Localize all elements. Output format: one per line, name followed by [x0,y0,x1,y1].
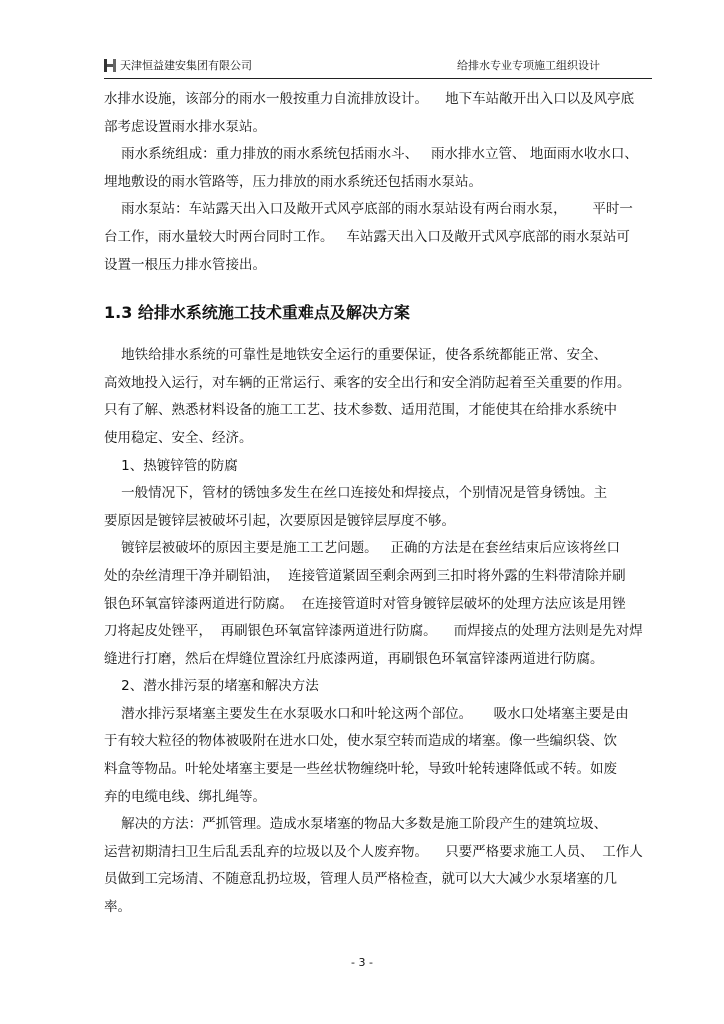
page-number: - 3 - [351,956,373,969]
text-line: 埋地敷设的雨水管路等，压力排放的雨水系统还包括雨水泵站。 [104,173,482,190]
text-line: 使用稳定、安全、经济。 [104,429,253,446]
text-line: 弃的电缆电线、绑扎绳等。 [104,788,266,805]
text-line: 一般情况下，管材的锈蚀多发生在丝口连接处和焊接点，个别情况是管身锈蚀。主 [104,485,608,502]
section-heading: 1.3 给排水系统施工技术重难点及解决方案 [104,303,410,323]
document-title: 给排水专业专项施工组织设计 [457,59,600,72]
text-line: 只有了解、熟悉材料设备的施工工艺、技术参数、适用范围，才能使其在给排水系统中 [104,402,617,419]
text-line: 水排水设施，该部分的雨水一般按重力自流排放设计。 地下车站敞开出入口以及风亭底 [104,91,635,107]
text-line: 镀锌层被破坏的原因主要是施工工艺问题。 正确的方法是在套丝结束后应该将丝口 [104,540,621,557]
text-line: 缝进行打磨，然后在焊缝位置涂红丹底漆两道，再刷银色环氧富锌漆两道进行防腐。 [104,650,604,667]
text-line: 2、潜水排污泵的堵塞和解决方法 [104,678,319,695]
company-logo [104,59,117,72]
text-line: 刀将起皮处锉平， 再刷银色环氧富锌漆两道进行防腐。 而焊接点的处理方法则是先对焊 [104,623,643,640]
text-line: 地铁给排水系统的可靠性是地铁安全运行的重要保证，使各系统都能正常、安全、 [104,347,608,364]
text-line: 料盒等物品。叶轮处堵塞主要是一些丝状物缠绕叶轮，导致叶轮转速降低或不转。如废 [104,761,617,778]
text-line: 要原因是镀锌层被破坏引起，次要原因是镀锌层厚度不够。 [104,512,455,529]
text-line: 处的杂丝清理干净并刷铅油， 连接管道紧固至剩余两到三扣时将外露的生料带清除并刷 [104,567,626,584]
paragraph-block-difficulties [104,342,660,921]
text-line: 银色环氧富锌漆两道进行防腐。 在连接管道时对管身镀锌层破坏的处理方法应该是用锉 [104,595,626,612]
text-line: 于有较大粒径的物体被吸附在进水口处，使水泵空转而造成的堵塞。像一些编织袋、饮 [104,733,617,750]
text-line: 雨水系统组成：重力排放的雨水系统包括雨水斗、 雨水排水立管、 地面雨水收水口、 [104,146,638,163]
text-line: 设置一根压力排水管接出。 [104,256,266,273]
page-header [104,58,654,76]
text-line: 台工作，雨水量较大时两台同时工作。 车站露天出入口及敞开式风亭底部的雨水泵站可 [104,228,630,245]
text-line: 1、热镀锌管的防腐 [104,457,238,474]
paragraph-block-rainwater [104,86,660,279]
page-content [104,86,660,922]
text-line: 雨水泵站：车站露天出入口及敞开式风亭底部的雨水泵站设有两台雨水泵， 平时一 [104,201,633,218]
text-line: 解决的方法：严抓管理。造成水泵堵塞的物品大多数是施工阶段产生的建筑垃圾、 [104,816,608,833]
header-divider [104,78,652,79]
text-line: 潜水排污泵堵塞主要发生在水泵吸水口和叶轮这两个部位。 吸水口处堵塞主要是由 [104,705,629,722]
text-line: 部考虑设置雨水排水泵站。 [104,118,266,135]
company-name: 天津恒益建安集团有限公司 [120,59,252,72]
text-line: 高效地投入运行，对车辆的正常运行、乘客的安全出行和安全消防起着至关重要的作用。 [104,374,631,391]
text-line: 率。 [104,899,131,916]
text-line: 员做到工完场清、不随意乱扔垃圾，管理人员严格检查，就可以大大减少水泵堵塞的几 [104,871,617,888]
text-line: 运营初期清扫卫生后乱丢乱弃的垃圾以及个人废弃物。 只要严格要求施工人员、 工作人 [104,843,643,860]
